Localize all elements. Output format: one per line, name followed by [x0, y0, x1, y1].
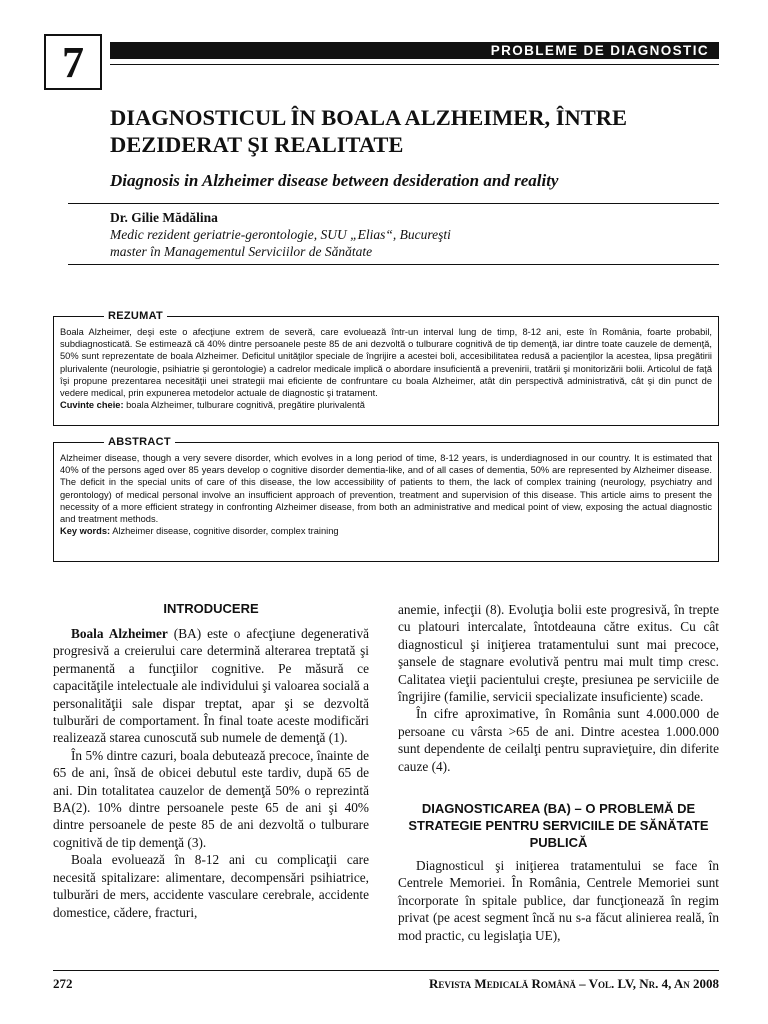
right-paragraph-1: anemie, infecţii (8). Evoluţia bolii este progresivă, în trepte cu platouri intercalate, întotdeauna către exitus. Cu cât diagnosticul şi iniţierea tratamentului sunt mai precoce, şansele de stagnare evolutivă pentru mai mult timp cresc. Calitatea vieţii pacientului creşte, presiunea pe serviciile de îngrijire (familie, servicii specializate insuficiente) scade. [398, 602, 719, 705]
abstract-text: Alzheimer disease, though a very severe disorder, which evolves in a long period of time, 8-12 years, is underdiagnosed in our country. It is estimated that 40% of the persons aged over 85 years develop o cognitive disorder dementia-like, and of all cases of dementia, 50% are represented by Alzheimer disease. The deficit in the special units of care of this disease, the low accessibility of patients to them, the lack of complex training (neurology, psychiatry and gerontology) of medical personal involve an insufficient approach of prevention, treatment and supervision of this disease. This article aims to present the necessity of a more efficient strategy in confronting Alzheimer disease, from both an administrative and medical point of view, exposing the actual diagnostic and treatment methods. [60, 453, 712, 525]
section-label-bar: PROBLEME DE DIAGNOSTIC [110, 42, 719, 59]
introducere-heading: INTRODUCERE [163, 601, 259, 616]
right-paragraph-3: Diagnosticul şi iniţierea tratamentului se face în Centrele Memoriei. În România, Centrele Memoriei sunt încorporate în spitale publice, dar funcţionează în regim privat (pe acest segment încă nu s-a făcut alinierea reală, în mod practic, cu legislaţia UE), [398, 858, 719, 943]
rezumat-keywords-text: boala Alzheimer, tulburare cognitivă, pregătire plurivalentă [126, 400, 365, 411]
abstract-keywords-text: Alzheimer disease, cognitive disorder, complex training [112, 526, 339, 537]
abstract-keywords [60, 525, 712, 537]
right-paragraph-2: În cifre aproximative, în România sunt 4.000.000 de persoane cu vârsta >65 de ani. Dintre acestea 1.000.000 sunt dependente de ceilalţi pentru supravieţuire, din diferite cauze (4). [398, 706, 719, 774]
intro-paragraph-1 [53, 625, 369, 747]
intro-paragraph-2: În 5% dintre cazuri, boala debutează precoce, înainte de 65 de ani, însă de obicei debutul este tardiv, după 65 de ani. Din totalitatea cauzelor de demenţă 50% o reprezintă BA(2). 10% dintre persoanele peste 65 de ani şi 40% dintre persoanele de peste 85 de ani dezvoltă o tulburare cognitivă de tip demenţă (3). [53, 747, 369, 850]
rezumat-label: REZUMAT [104, 309, 167, 323]
abstract-box [53, 436, 719, 562]
affiliation-line-2: master în Managementul Serviciilor de Sănătate [110, 244, 373, 259]
intro-bold-term: Boala Alzheimer [71, 626, 168, 641]
journal-citation: Revista Medicală Română – Vol. LV, Nr. 4, An 2008 [428, 976, 719, 991]
left-column [53, 625, 369, 921]
title-divider [68, 203, 719, 204]
intro-paragraph-3: Boala evoluează în 8-12 ani cu complicaţii care necesită spitalizare: alimentare, decompensări psihiatrice, tulburări de mers, accidente vasculare cerebrale, accidente domestice, cădere, fracturi, [53, 852, 369, 920]
rezumat-box [53, 310, 719, 426]
page-number: 272 [53, 976, 73, 991]
abstract-label: ABSTRACT [104, 435, 175, 449]
chapter-number: 7 [62, 37, 84, 87]
author-divider [68, 264, 719, 265]
author-name: Dr. Gilie Mădălina [110, 210, 218, 225]
rezumat-keywords [60, 399, 712, 411]
author-affiliation [110, 226, 710, 260]
chapter-number-box [44, 34, 102, 90]
rezumat-text: Boala Alzheimer, deşi este o afecţiune extrem de severă, care evoluează într-un interval lung de timp, 8-12 ani, este în România, foarte probabil, subdiagnosticată. Se estimează că 40% dintre persoanele peste 85 de ani dezvoltă o tulburare cognitivă de tip demenţă, iar dintre toate cauzele de demenţă, 50% sunt reprezentate de boala Alzheimer. Deficitul unităţilor speciale de îngrijire a acestei boli, accesibilitatea redusă a pacienţilor la acestea, lipsa pregătirii plurivalente (neurologie, psihiatrie şi gerontologie) a cadrelor medicale implică o abordare insuficientă a prevenirii, tratării şi monitorizării bolii. Articolul de faţă îşi propune prezentarea necesităţii unei strategii mai eficiente de confruntare cu boala Alzheimer, atât din perspectivă administrativă, cât şi din punct de vedere medical, prin expunerea metodelor actuale de diagnostic şi tratament. [60, 327, 712, 399]
right-column [398, 601, 719, 775]
rezumat-keywords-label: Cuvinte cheie: [60, 400, 124, 411]
article-subtitle: Diagnosis in Alzheimer disease between desideration and reality [110, 171, 559, 190]
header-divider [110, 64, 719, 65]
affiliation-line-1: Medic rezident geriatrie-gerontologie, SUU „Elias“, Bucureşti [110, 227, 451, 242]
footer-divider [53, 970, 719, 971]
abstract-keywords-label: Key words: [60, 526, 111, 537]
article-title: DIAGNOSTICUL ÎN BOALA ALZHEIMER, ÎNTRE DEZIDERAT ŞI REALITATE [110, 105, 627, 157]
intro-paragraph-1-text: (BA) este o afecţiune degenerativă progresivă a creierului care determină alterarea treptată şi permanentă a funcţiilor cognitive. Pe măsură ce capacităţile intelectuale ale individului şi valoarea socială a personalităţii sale dispar treptat, apar şi se dezvoltă tulburări de comportament. În final toate aceste modificări realizează starea cunoscută sub numele de demenţă (1). [53, 626, 369, 746]
diagnosticarea-heading: DIAGNOSTICAREA (BA) – O PROBLEMĂ DE STRATEGIE PENTRU SERVICIILE DE SĂNĂTATE PUBLICĂ [408, 801, 709, 850]
right-column-lower [398, 857, 719, 944]
